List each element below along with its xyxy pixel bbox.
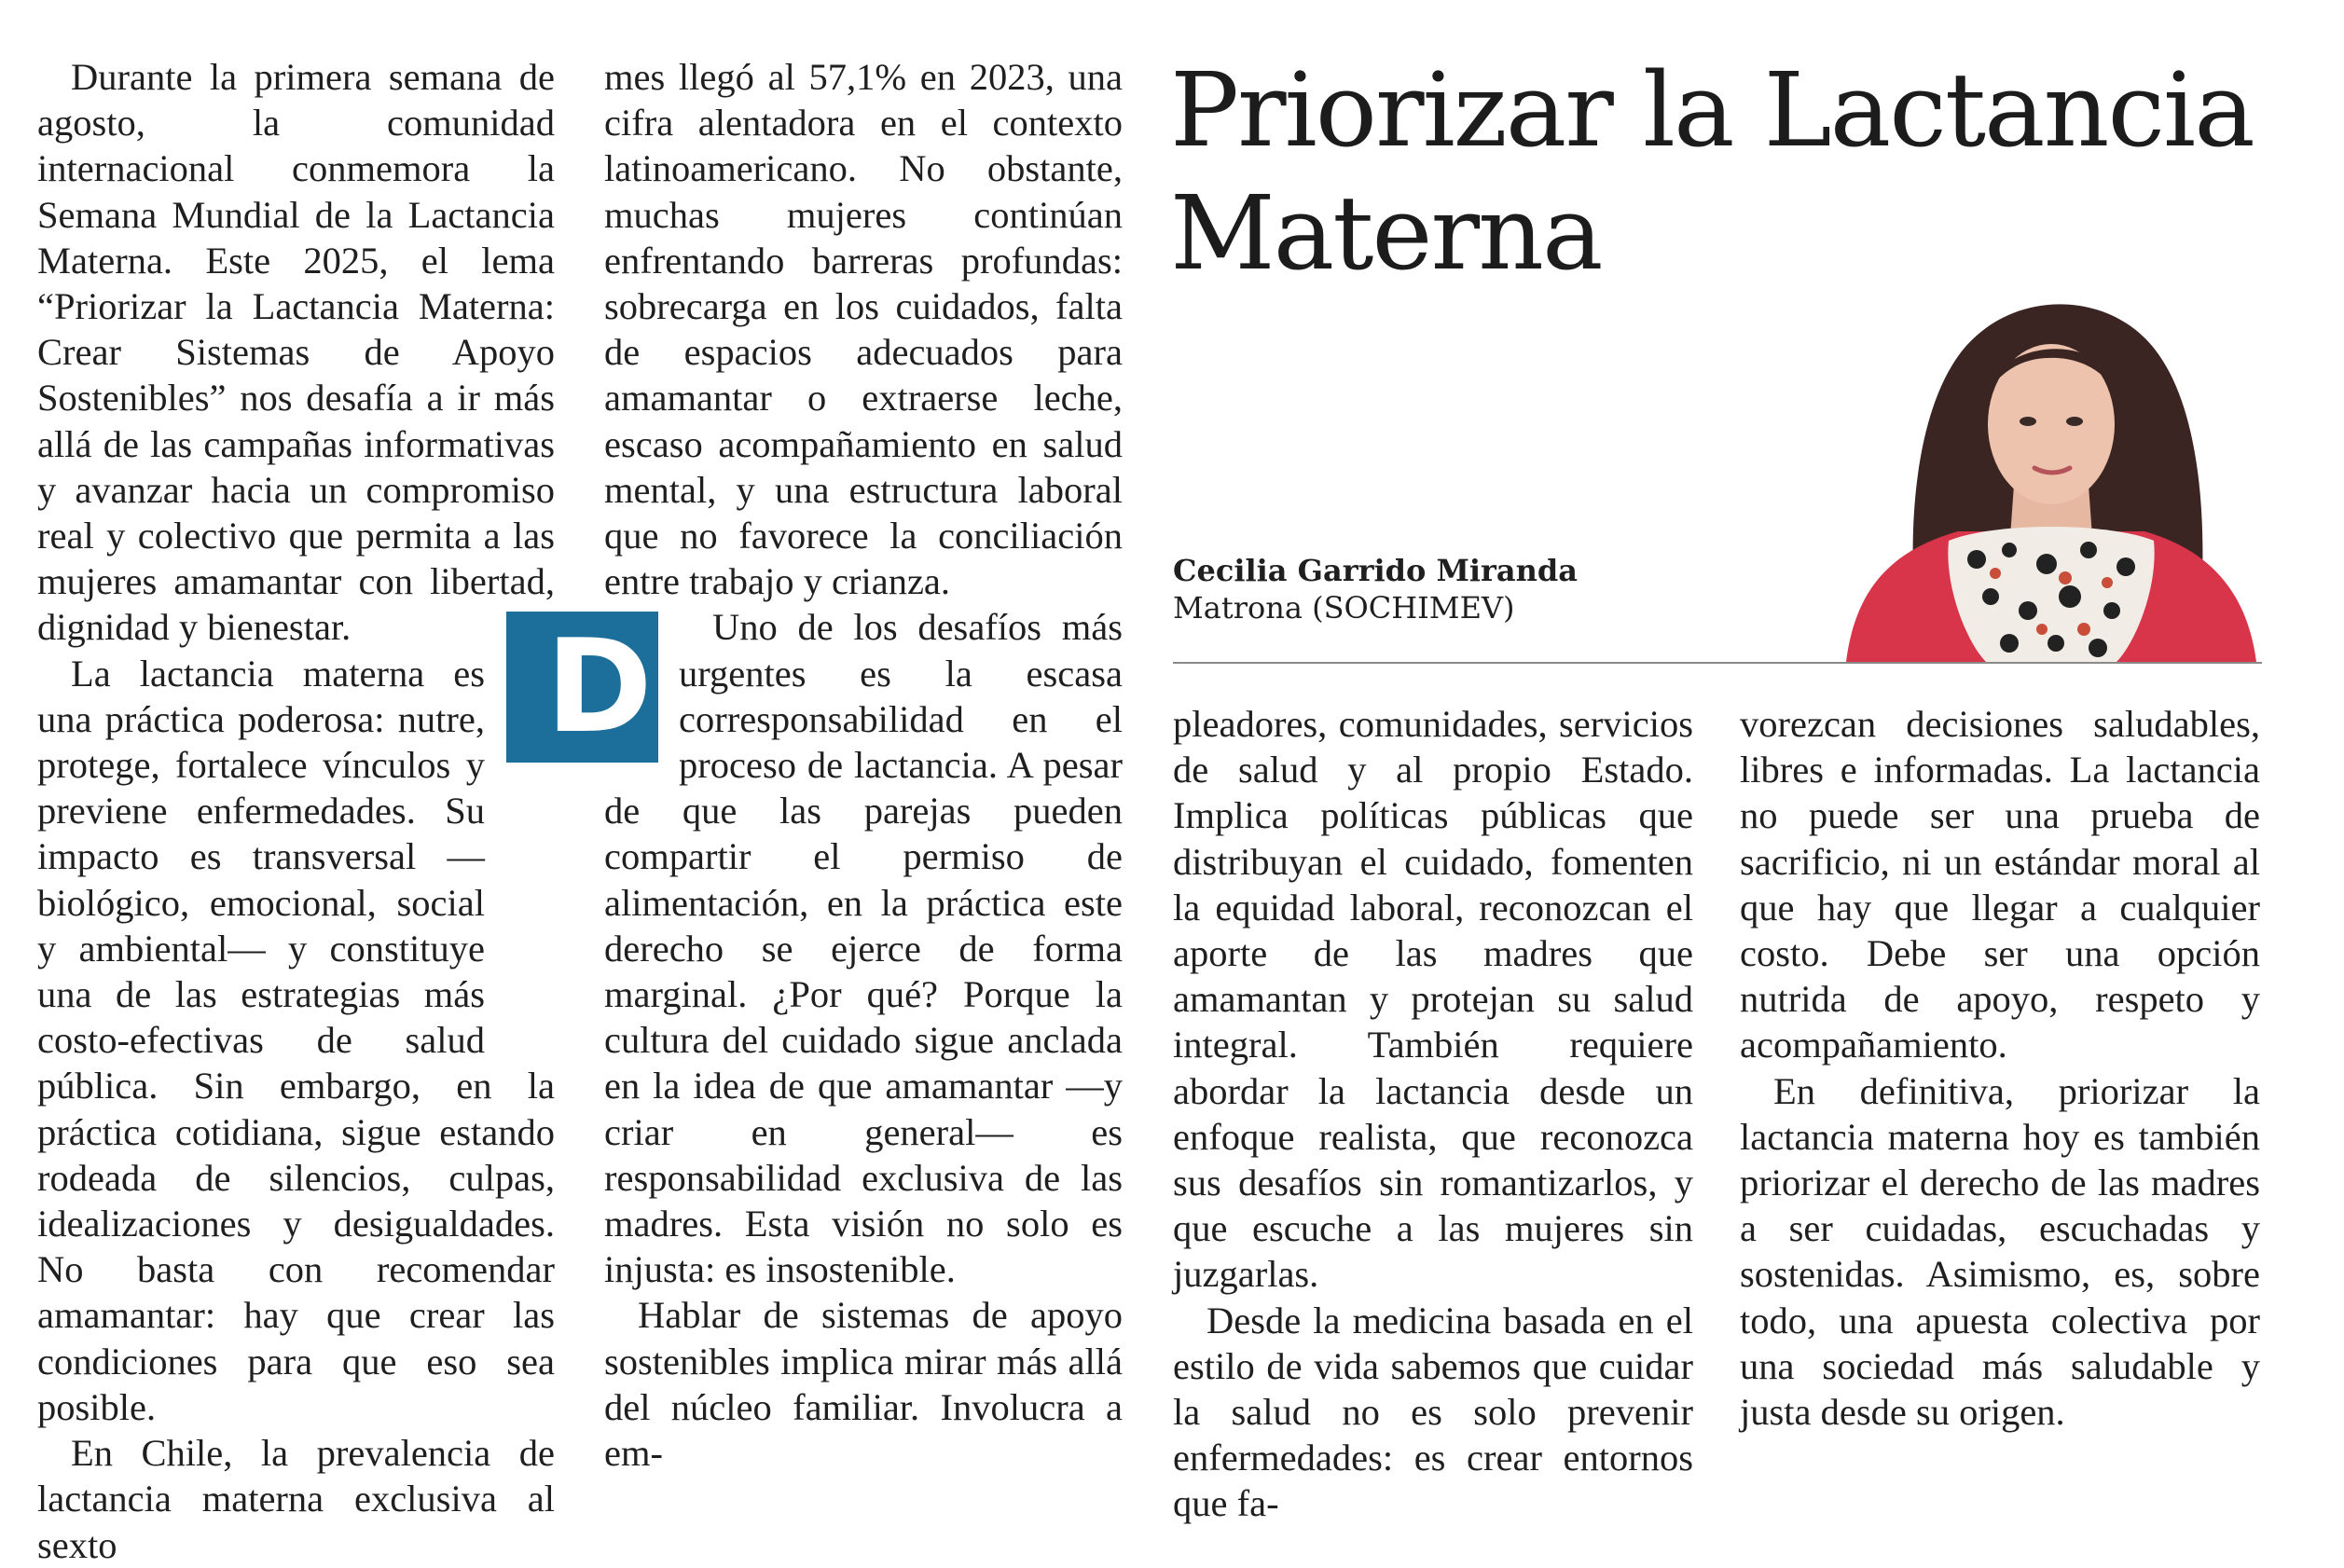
paragraph xyxy=(545,604,1123,1292)
paragraph: Durante la primera semana de agosto, la comunidad internacional conmemora la Semana Mundial de la Lactancia Materna. Este 2025, el lema “Priorizar la Lactancia Materna: Crear Sistemas de Apoyo Sostenibles” nos desafía a ir más allá de las campañas informativas y avanzar hacia un compromiso real y colectivo que permita a las mujeres amamantar con libertad, dignidad y bienestar. xyxy=(37,56,555,649)
article-column-2 xyxy=(545,54,1123,1476)
paragraph: En Chile, la prevalencia de lactancia materna exclusiva al sexto xyxy=(37,1432,555,1566)
paragraph: pleadores, comunidades, servicios de salud y al propio Estado. Implica políticas públicas que distribuyan el cuidado, fomenten la equidad laboral, reconozcan el aporte de las madres que amamantan y protejan su salud integral. También requiere abordar la lactancia desde un enfoque realista, que reconozca sus desafíos sin romantizarlos, y que escuche a las mujeres sin juzgarlas. xyxy=(1173,703,1693,1296)
paragraph-text: Uno de los desafíos más urgentes es la escasa corresponsabilidad en el proceso de lactancia. A pesar de que las parejas pueden compartir el permiso de alimentación, en la práctica este derecho se ejerce de forma marginal. ¿Por qué? Porque la cultura del cuidado sigue anclada en la idea de que amamantar —y criar en general— es responsabilidad exclusiva de las madres. Esta visión no solo es injusta: es insostenible. xyxy=(604,606,1123,1291)
author-portrait-illustration xyxy=(1837,270,2262,662)
article-column-4 xyxy=(1740,701,2260,1435)
article-column-3 xyxy=(1173,701,1693,1527)
author-photo xyxy=(1837,270,2262,662)
paragraph: Hablar de sistemas de apoyo sostenibles implica mirar más allá del núcleo familiar. Involucra a em- xyxy=(604,1294,1123,1475)
paragraph: vorezcan decisiones saludables, libres e informadas. La lactancia no puede ser una prueba de sacrificio, ni un estándar moral al que hay que llegar a cualquier costo. Debe ser una opción nutrida de apoyo, respeto y acompañamiento. xyxy=(1740,703,2260,1066)
paragraph: En definitiva, priorizar la lactancia materna hoy es también priorizar el derecho de las madres a ser cuidadas, escuchadas y sostenidas. Asimismo, es, sobre todo, una apuesta colectiva por una sociedad más saludable y justa desde su origen. xyxy=(1740,1069,2260,1434)
article-column-1 xyxy=(37,54,555,1568)
paragraph-text: La lactancia materna es una práctica poderosa: nutre, protege, fortalece vínculos y previene enfermedades. Su impacto es transversal —biológico, emocional, social y ambiental— y constituye una de las estrategias más costo-efectivas de salud pública. Sin embargo, en la práctica cotidiana, sigue estando rodeada de silencios, culpas, idealizaciones y desigualdades. No basta con recomendar amamantar: hay que crear las condiciones para que eso sea posible. xyxy=(37,652,555,1428)
paragraph xyxy=(37,651,555,1430)
author-name: Cecilia Garrido Miranda xyxy=(1173,553,1578,588)
dropcap-letter: D xyxy=(506,612,658,763)
article-headline: Priorizar la Lactancia Materna xyxy=(1170,50,2254,293)
author-role: Matrona (SOCHIMEV) xyxy=(1173,590,1515,626)
paragraph: mes llegó al 57,1% en 2023, una cifra alentadora en el contexto latinoamericano. No obstante, muchas mujeres continúan enfrentando barreras profundas: sobrecarga en los cuidados, falta de espacios adecuados para amamantar o extraerse leche, escaso acompañamiento en salud mental, y una estructura laboral que no favorece la conciliación entre trabajo y crianza. xyxy=(604,56,1123,603)
paragraph: Desde la medicina basada en el estilo de vida sabemos que cuidar la salud no es solo prevenir enfermedades: es crear entornos que fa- xyxy=(1173,1299,1693,1525)
dropcap-wrap-space xyxy=(485,744,555,1053)
divider-line xyxy=(1173,662,2262,664)
